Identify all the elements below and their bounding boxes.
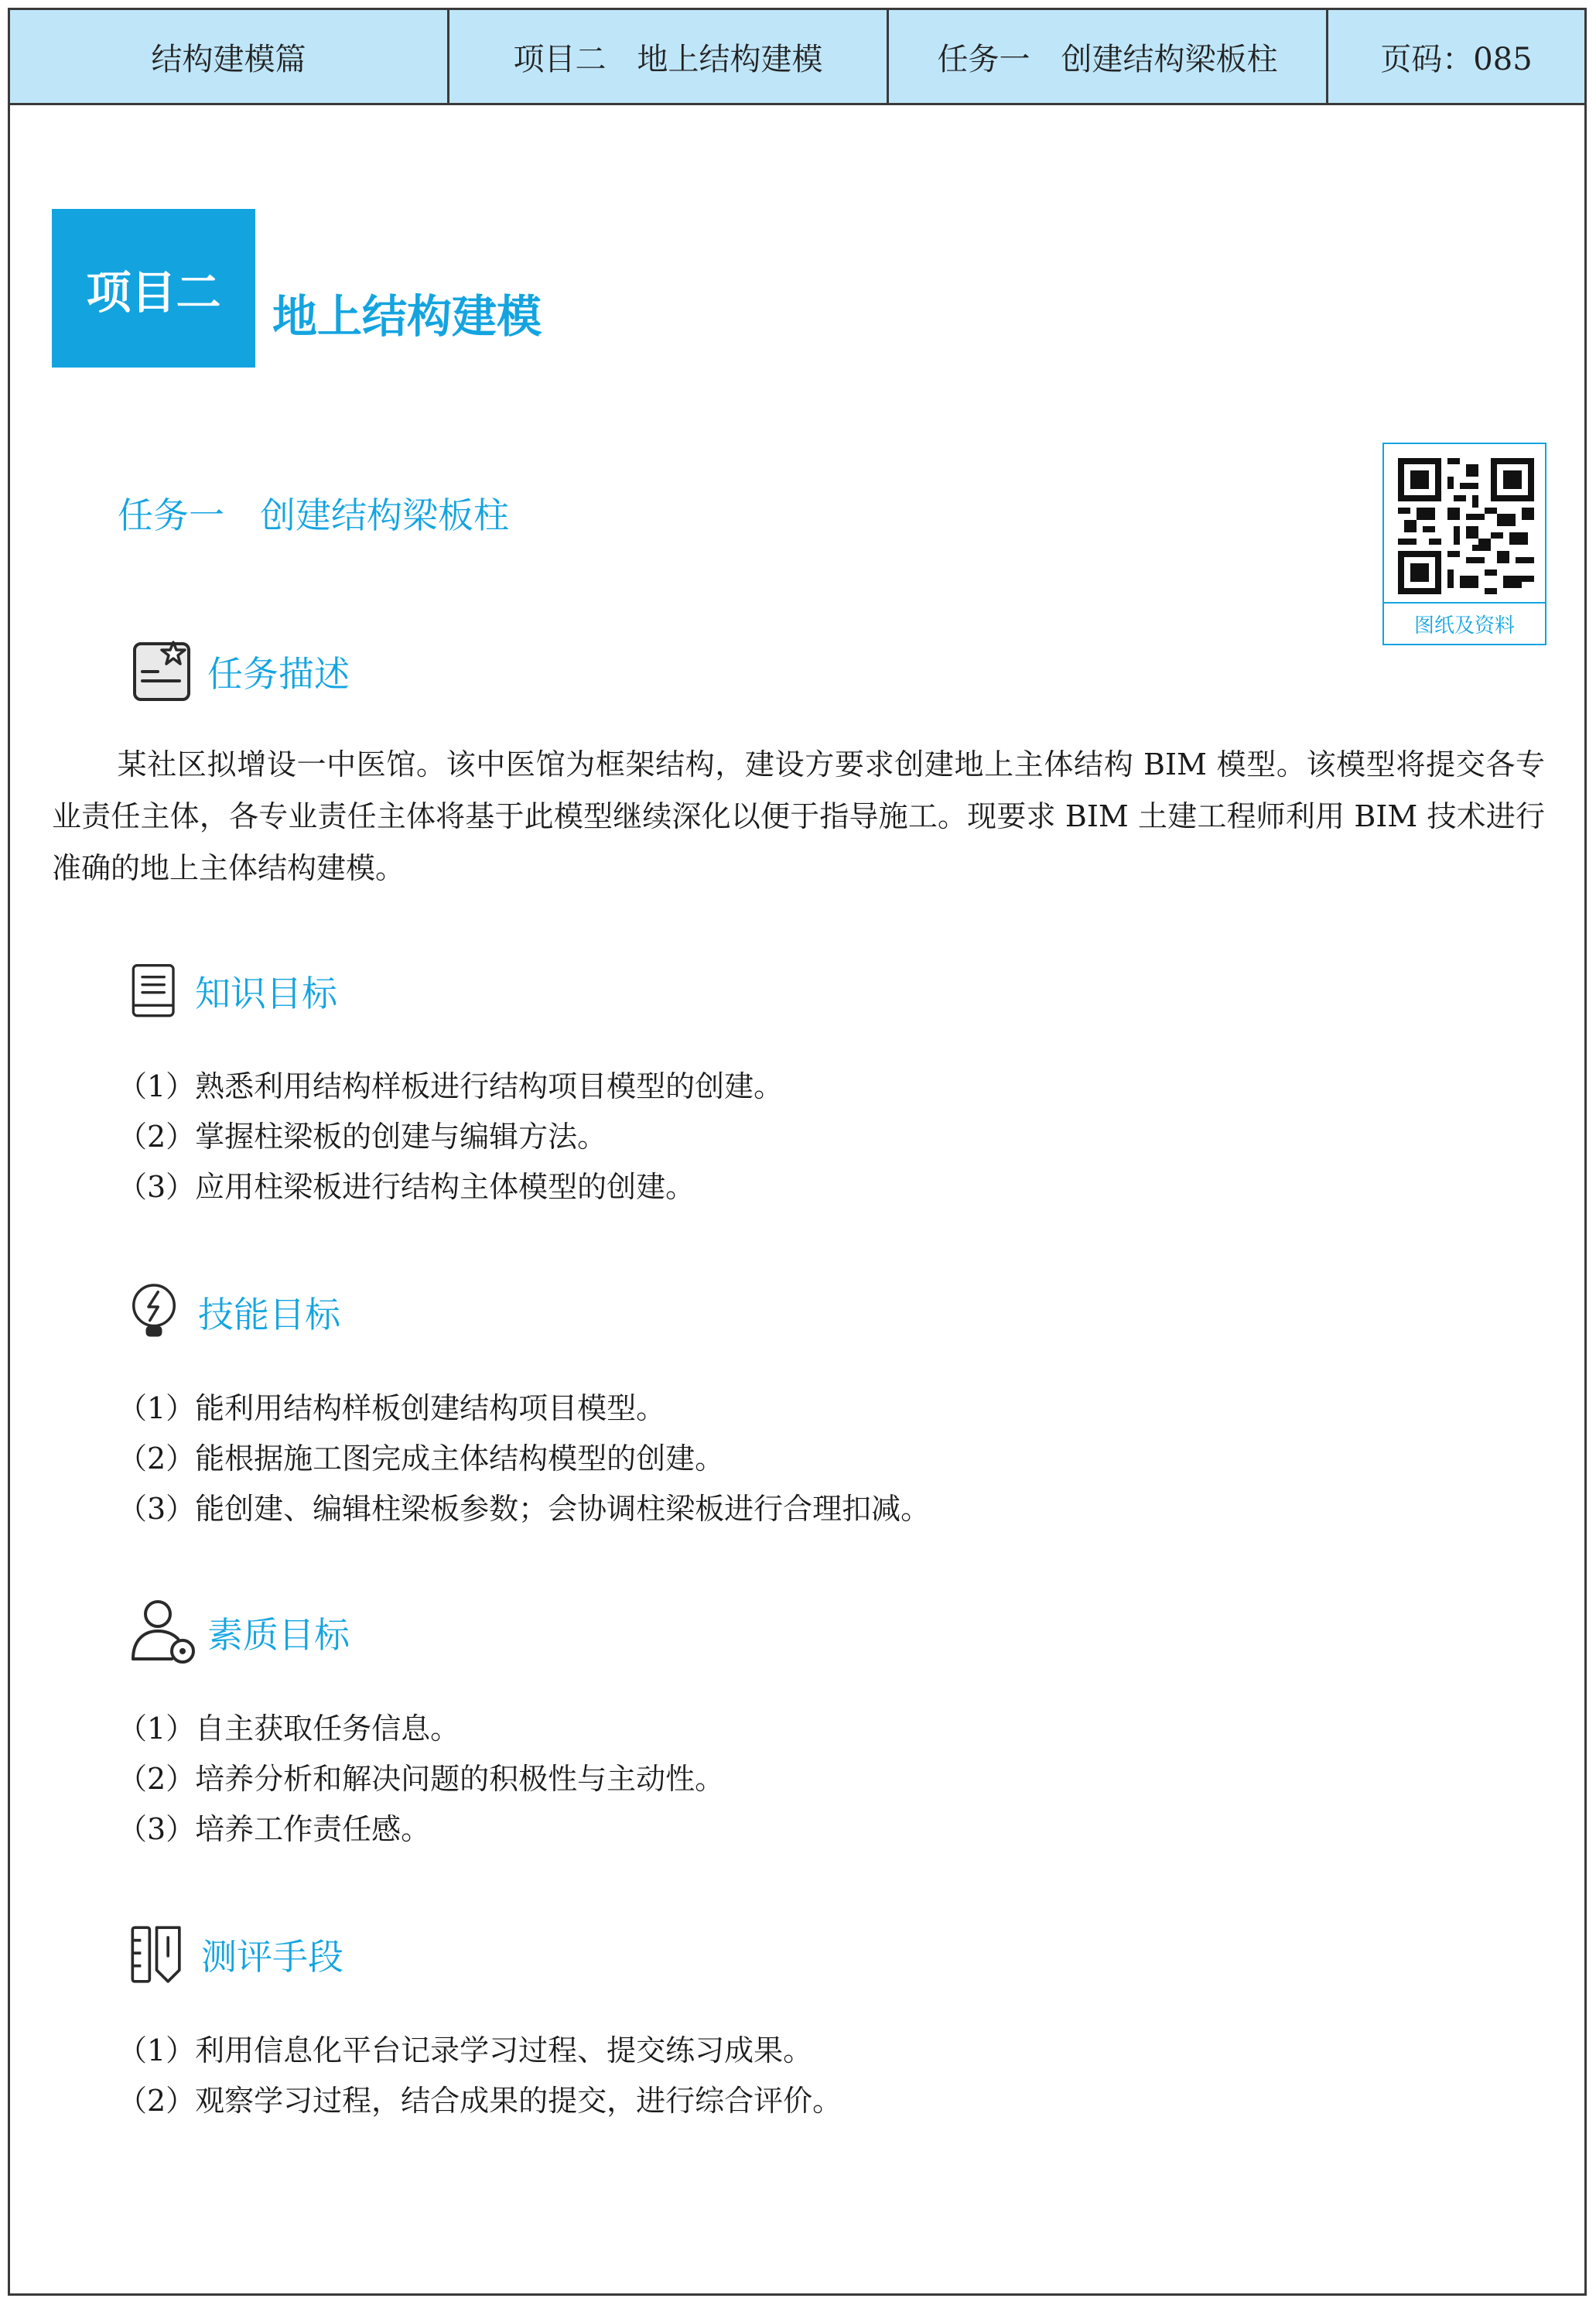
ruler-pencil-icon [127,1917,195,1992]
list-item: （1）自主获取任务信息。 [118,1712,460,1746]
section-knowledge-goals [127,954,337,1028]
quality-goals-list [118,1704,724,1855]
list-item: （3）应用柱梁板进行结构主体模型的创建。 [118,1170,695,1204]
project-title: 地上结构建模 [272,290,542,343]
header-project: 项目二 地上结构建模 [449,10,889,103]
user-gear-icon [127,1595,201,1670]
section-heading: 技能目标 [198,1294,340,1335]
section-evaluation-methods [127,1917,343,1992]
section-quality-goals [127,1595,350,1670]
section-heading: 测评手段 [201,1936,343,1978]
task-card-star-icon [127,634,201,709]
list-item: （2）培养分析和解决问题的积极性与主动性。 [118,1762,725,1796]
list-item: （3）培养工作责任感。 [118,1812,431,1846]
section-heading: 素质目标 [207,1614,350,1656]
section-heading: 知识目标 [195,973,337,1014]
project-label: 项目二 [52,209,255,368]
running-header [8,8,1587,105]
knowledge-goals-list [118,1062,783,1212]
task-description-text [52,739,1545,894]
qr-code-label: 图纸及资料 [1384,602,1545,644]
qr-code-panel[interactable] [1382,443,1546,645]
lightbulb-icon [127,1275,192,1349]
list-item: （2）掌握柱梁板的创建与编辑方法。 [118,1120,607,1154]
book-icon [127,954,189,1028]
section-heading: 任务描述 [207,653,350,695]
section-task-description [127,634,350,709]
section-skill-goals [127,1275,340,1349]
evaluation-methods-list [118,2026,842,2126]
task-title: 任务一 创建结构梁板柱 [118,494,509,536]
list-item: （1）利用信息化平台记录学习过程、提交练习成果。 [118,2033,813,2067]
list-item: （2）能根据施工图完成主体结构模型的创建。 [118,1441,725,1476]
header-page-number: 页码：085 [1380,41,1533,77]
list-item: （3）能创建、编辑柱梁板参数；会协调柱梁板进行合理扣减。 [118,1492,931,1526]
qr-code-icon [1398,458,1534,594]
header-task: 任务一 创建结构梁板柱 [889,10,1328,103]
header-part: 结构建模篇 [10,10,449,103]
list-item: （1）能利用结构样板创建结构项目模型。 [118,1391,666,1425]
list-item: （1）熟悉利用结构样板进行结构项目模型的创建。 [118,1069,784,1103]
description-body: 某社区拟增设一中医馆。该中医馆为框架结构，建设方要求创建地上主体结构 BIM 模型。该模型将提交各专业责任主体，各专业责任主体将基于此模型继续深化以便于指导施工。现要求 BIM 土建工程师利用 BIM 技术进行准确的地上主体结构建模。 [52,747,1545,885]
skill-goals-list [118,1383,930,1534]
list-item: （2）观察学习过程，结合成果的提交，进行综合评价。 [118,2084,842,2118]
